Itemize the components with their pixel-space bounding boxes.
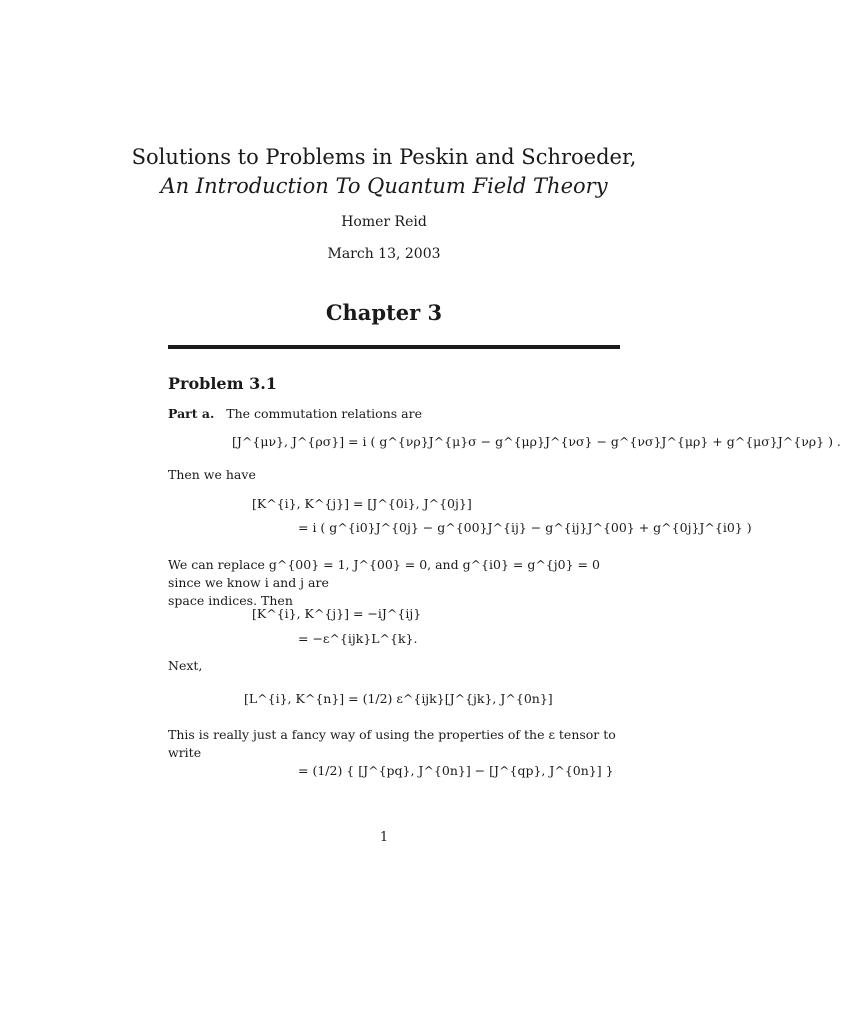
problem-heading: Problem 3.1	[168, 374, 277, 393]
date: March 13, 2003	[327, 246, 441, 262]
kk-result-line2: = −ε^{ijk}L^{k}.	[298, 631, 418, 646]
replace-line-1: We can replace g^{00} = 1, J^{00} = 0, and g^{i0} = g^{j0} = 0 since we know i and j are	[168, 557, 600, 590]
chapter-title: Chapter 3	[325, 300, 443, 325]
document-subtitle: An Introduction To Quantum Field Theory	[160, 174, 608, 198]
fancy-text: This is really just a fancy way of using the properties of the ε tensor to write	[168, 727, 616, 760]
next-text: Next,	[168, 658, 203, 673]
author: Homer Reid	[341, 214, 427, 230]
kk-equation-line2: = i ( g^{i0}J^{0j} − g^{00}J^{ij} − g^{ij}J^{00} + g^{0j}J^{i0} )	[298, 520, 752, 535]
lk-equation: [L^{i}, K^{n}] = (1/2) ε^{ijk}[J^{jk}, J^{0n}]	[244, 691, 553, 706]
page-number: 1	[379, 830, 389, 845]
kk-result-line1: [K^{i}, K^{j}] = −iJ^{ij}	[252, 606, 422, 621]
commutation-equation: [J^{μν}, J^{ρσ}] = i ( g^{νρ}J^{μ}σ − g^{μρ}J^{νσ} − g^{νσ}J^{μρ} + g^{μσ}J^{νρ} ) .	[232, 434, 841, 449]
kk-equation-line1: [K^{i}, K^{j}] = [J^{0i}, J^{0j}]	[252, 496, 472, 511]
epsilon-equation: = (1/2) { [J^{pq}, J^{0n}] − [J^{qp}, J^{0n}] }	[298, 763, 614, 778]
part-a-paragraph	[168, 405, 620, 423]
then-text: Then we have	[168, 467, 256, 482]
replace-line-2: space indices. Then	[168, 593, 293, 608]
chapter-rule	[168, 345, 620, 349]
document-title: Solutions to Problems in Peskin and Schroeder,	[131, 145, 637, 169]
part-label: Part a.	[168, 406, 215, 421]
intro-text: The commutation relations are	[226, 406, 422, 421]
replace-paragraph	[168, 556, 620, 610]
